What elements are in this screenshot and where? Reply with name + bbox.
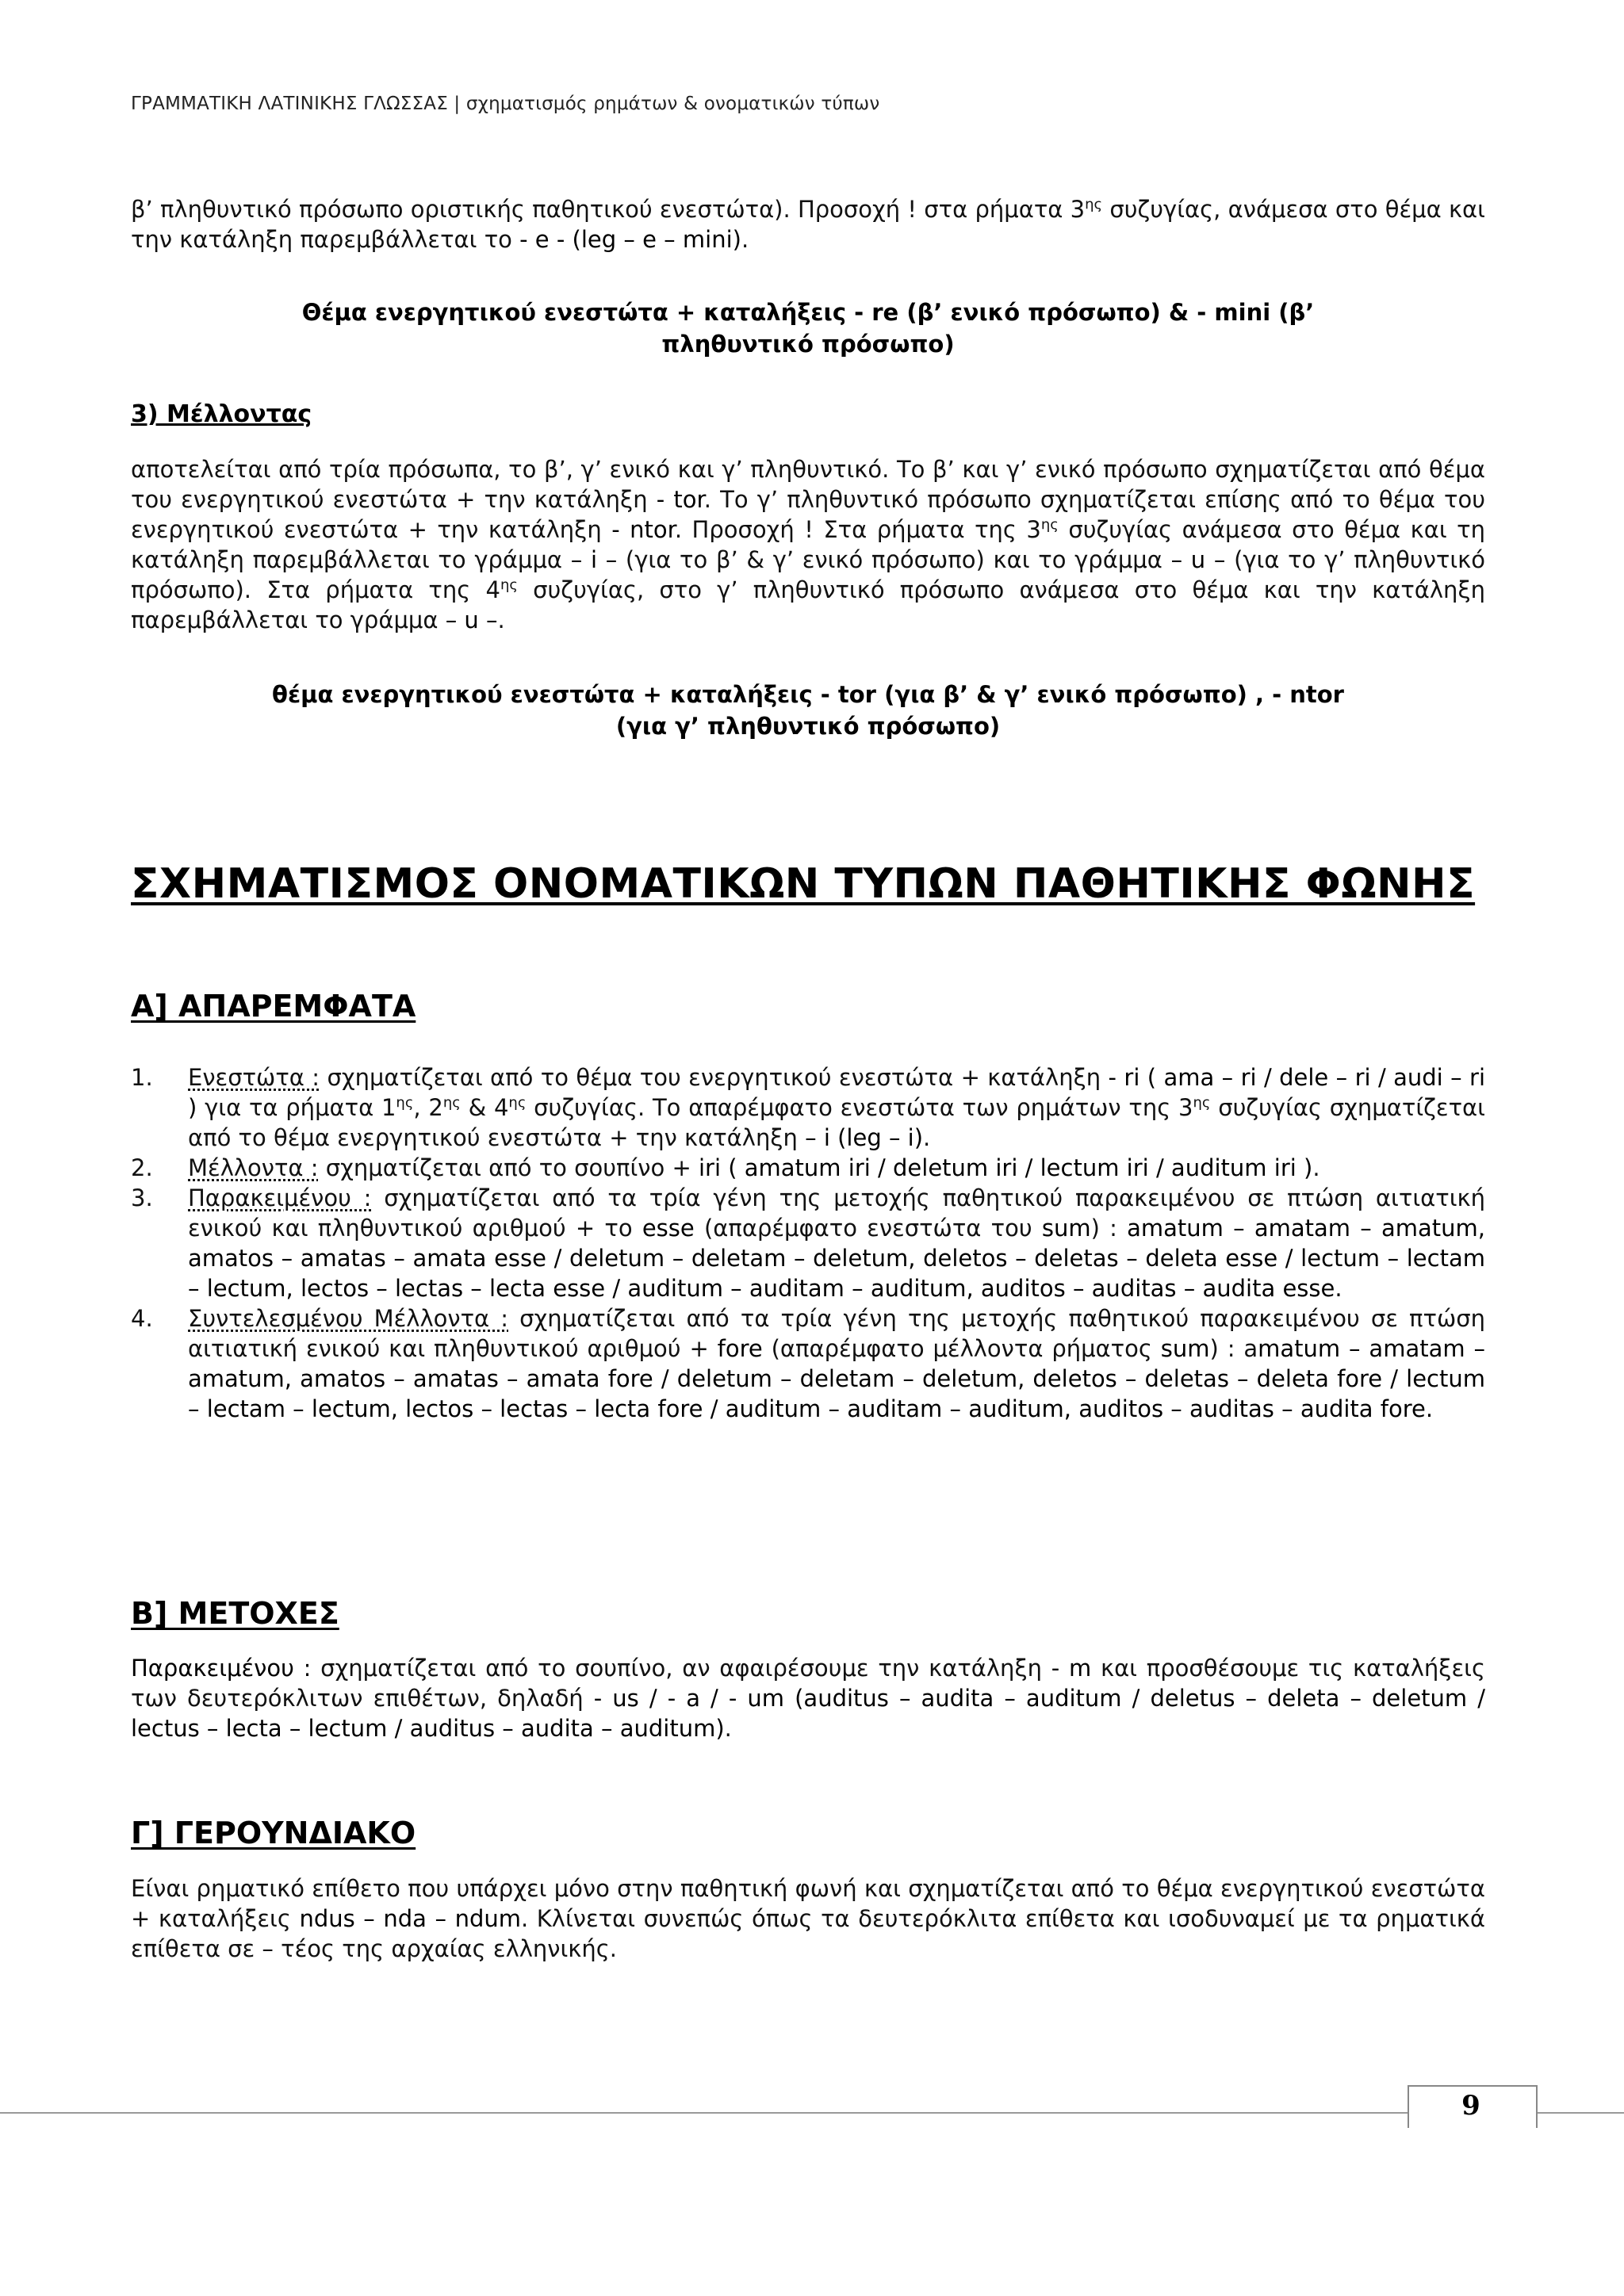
- list-number: 1.: [131, 1064, 153, 1091]
- text: σχηματίζεται από τα τρία γένη της μετοχής παθητικού παρακειμένου σε πτώση αιτιατική ενικού και πληθυντικού αριθμού + το: [188, 1184, 1485, 1242]
- text: (απαρέμφατο ενεστώτα του: [694, 1215, 1042, 1242]
- text: (για το β’ & γ’ ενικό πρόσωπο) και το γράμμα: [617, 546, 1171, 573]
- latin-example: fore: [717, 1335, 763, 1362]
- term-label: Μέλλοντα :: [188, 1154, 319, 1181]
- text: ) : a: [1209, 1335, 1258, 1362]
- text: .: [497, 607, 505, 633]
- list-number: 4.: [131, 1305, 153, 1332]
- text: σχηματίζεται από το σουπίνο, αν αφαιρέσουμε την κατάληξη: [311, 1655, 1051, 1682]
- heading-future: 3) Μέλλοντας: [131, 400, 312, 428]
- text: (για το γ’ πληθυντικό πρόσωπο). Στα ρήματα της 4: [131, 546, 1486, 603]
- text: σχηματίζεται από τα τρία γένη της μετοχής παθητικού παρακειμένου σε πτώση αιτιατική ενικού και πληθυντικού αριθμού +: [188, 1305, 1485, 1362]
- text: συζυγίας. Το απαρέμφατο ενεστώτα των ρημάτων της 3: [526, 1094, 1193, 1121]
- list-item: [131, 1153, 1485, 1183]
- latin-example: sum: [1160, 1335, 1210, 1362]
- superscript: ης: [1085, 196, 1103, 213]
- ending: – u –: [445, 607, 498, 633]
- text: . Κλίνεται συνεπώς όπως τα δευτερόκλιτα επίθετα και ισοδυναμεί με τα ρηματικά επίθετα σε – τέος της αρχαίας ελληνικής.: [131, 1905, 1485, 1962]
- superscript: ης: [500, 576, 518, 594]
- rule-box-future: θέμα ενεργητικού ενεστώτα + καταλήξεις - tor (για β’ & γ’ ενικό πρόσωπο) , - ntor (για γ’ πληθυντικό πρόσωπο): [272, 681, 1344, 740]
- superscript: ης: [442, 1094, 461, 1112]
- ending: ndus – nda – ndum: [299, 1905, 521, 1932]
- text: σχηματίζεται από το θέμα του ενεργητικού ενεστώτα + κατάληξη: [320, 1064, 1109, 1091]
- text: (απαρέμφατο μέλλοντα ρήματος: [762, 1335, 1161, 1362]
- list-number: 2.: [131, 1154, 153, 1181]
- paragraph-continuation: [131, 194, 1485, 254]
- text: συζυγίας σχηματίζεται από το θέμα ενεργητικού ενεστώτα + την κατάληξη: [188, 1094, 1485, 1151]
- text: .: [1312, 1154, 1320, 1181]
- section-c-heading: Γ] ΓΕΡΟΥΝΔΙΑΚΟ: [131, 1816, 416, 1850]
- superscript: ης: [508, 1094, 527, 1112]
- section-a-heading: Α] ΑΠΑΡΕΜΦΑΤΑ: [131, 989, 416, 1024]
- term-label: Παρακειμένου :: [131, 1655, 312, 1682]
- text: Είναι ρηματικό επίθετο που υπάρχει μόνο στην παθητική φωνή και σχηματίζεται από το θέμα ενεργητικού ενεστώτα + καταλήξεις: [131, 1875, 1485, 1932]
- term-label: Ενεστώτα :: [188, 1064, 320, 1091]
- main-title: ΣΧΗΜΑΤΙΣΜΟΣ ΟΝΟΜΑΤΙΚΩΝ ΤΥΠΩΝ ΠΑΘΗΤΙΚΗΣ ΦΩΝΗΣ: [131, 860, 1476, 908]
- text: σχηματίζεται από το σουπίνο +: [318, 1154, 699, 1181]
- text: .: [741, 226, 749, 253]
- list-item: [131, 1062, 1485, 1153]
- footer-rule: [0, 2112, 1624, 2114]
- rule-box-imperative: Θέμα ενεργητικού ενεστώτα + καταλήξεις - re (β’ ενικό πρόσωπο) & - mini (β’ πληθυντικό πρόσωπο): [301, 299, 1315, 358]
- text: για τα ρήματα 1: [197, 1094, 396, 1121]
- ending: - m: [1051, 1655, 1092, 1682]
- list-item: [131, 1303, 1485, 1424]
- text: συζυγίας ανάμεσα στο θέμα και τη κατάληξη παρεμβάλλεται το γράμμα: [131, 516, 1485, 573]
- ending: - tor: [656, 486, 704, 513]
- paragraph-gerundive: [131, 1873, 1485, 1964]
- text: και προσθέσουμε τις καταλήξεις των δευτερόκλιτων επιθέτων, δηλαδή: [131, 1655, 1485, 1712]
- superscript: ης: [396, 1094, 414, 1112]
- text: .: [724, 1715, 732, 1742]
- text: & 4: [460, 1094, 509, 1121]
- infinitives-list: [131, 1062, 1485, 1424]
- text: ) :: [1090, 1215, 1128, 1242]
- section-b-heading: Β] ΜΕΤΟΧΕΣ: [131, 1596, 339, 1631]
- paragraph-future: [131, 454, 1485, 635]
- text: συζυγίας, στο γ’ πληθυντικό πρόσωπο ανάμεσα στο θέμα και την κατάληξη παρεμβάλλεται το γράμμα: [131, 576, 1485, 633]
- text: . Προσοχή ! Στα ρήματα της 3: [674, 516, 1041, 543]
- latin-example: - ri ( ama – ri / dele – ri / audi – ri ): [188, 1064, 1486, 1121]
- latin-example: amatum – amatam – amatum, amatos – amatas – amata esse / deletum – deletam – deletum, deletos – deletas – deleta esse / lectum – lectam – lectum, lectos – lectas – lecta esse / auditum – auditam – auditum, auditos – auditas – audita esse.: [188, 1215, 1485, 1302]
- text: συζυγίας, ανάμεσα στο θέμα και την κατάληξη παρεμβάλλεται το: [131, 196, 1485, 253]
- latin-example: iri ( amatum iri / deletum iri / lectum iri / auditum iri ): [698, 1154, 1313, 1181]
- superscript: ης: [1193, 1094, 1211, 1112]
- latin-example: – i (leg – i): [805, 1124, 924, 1151]
- text: . Το γ’ πληθυντικό πρόσωπο σχηματίζεται επίσης από το θέμα του ενεργητικού ενεστώτα + την κατάληξη: [131, 486, 1486, 543]
- text: .: [923, 1124, 931, 1151]
- list-item: [131, 1183, 1485, 1303]
- term-label: Παρακειμένου :: [188, 1184, 372, 1211]
- page-number: 9: [1461, 2090, 1480, 2122]
- text: αποτελείται από τρία πρόσωπα, το β’, γ’ ενικό και γ’ πληθυντικό. Το β’ και γ’ ενικό πρόσωπο σχηματίζεται από θέμα του ενεργητικού ενεστώτα + την κατάληξη: [131, 456, 1485, 513]
- ending: – i –: [570, 546, 618, 573]
- paragraph-participles: [131, 1653, 1485, 1743]
- term-label: Συντελεσμένου Μέλλοντα :: [188, 1305, 509, 1332]
- latin-example: - us / - a / - um (auditus – audita – auditum / deletus – deleta – deletum / lectus – lecta – lectum / auditus – audita – auditum): [131, 1685, 1485, 1742]
- running-header: ΓΡΑΜΜΑΤΙΚΗ ΛΑΤΙΝΙΚΗΣ ΓΛΩΣΣΑΣ | σχηματισμός ρημάτων & ονοματικών τύπων: [131, 94, 880, 114]
- text: β’ πληθυντικό πρόσωπο οριστικής παθητικού ενεστώτα). Προσοχή ! στα ρήματα 3: [131, 196, 1086, 223]
- ending: – u –: [1170, 546, 1226, 573]
- list-number: 3.: [131, 1184, 153, 1211]
- text: , 2: [413, 1094, 443, 1121]
- latin-example: matum – amatam – amatum, amatos – amatas – amata fore / deletum – deletam – deletum, deletos – deletas – deleta fore / lectum – lectam – lectum, lectos – lectas – lecta fore / auditum – auditam – auditum, auditos – auditas – audita fore.: [188, 1335, 1485, 1422]
- superscript: ης: [1040, 516, 1059, 534]
- latin-example: sum: [1041, 1215, 1091, 1242]
- ending: - ntor: [611, 516, 675, 543]
- latin-example: esse: [642, 1215, 695, 1242]
- latin-example: - e - (leg – e – mini): [519, 226, 741, 253]
